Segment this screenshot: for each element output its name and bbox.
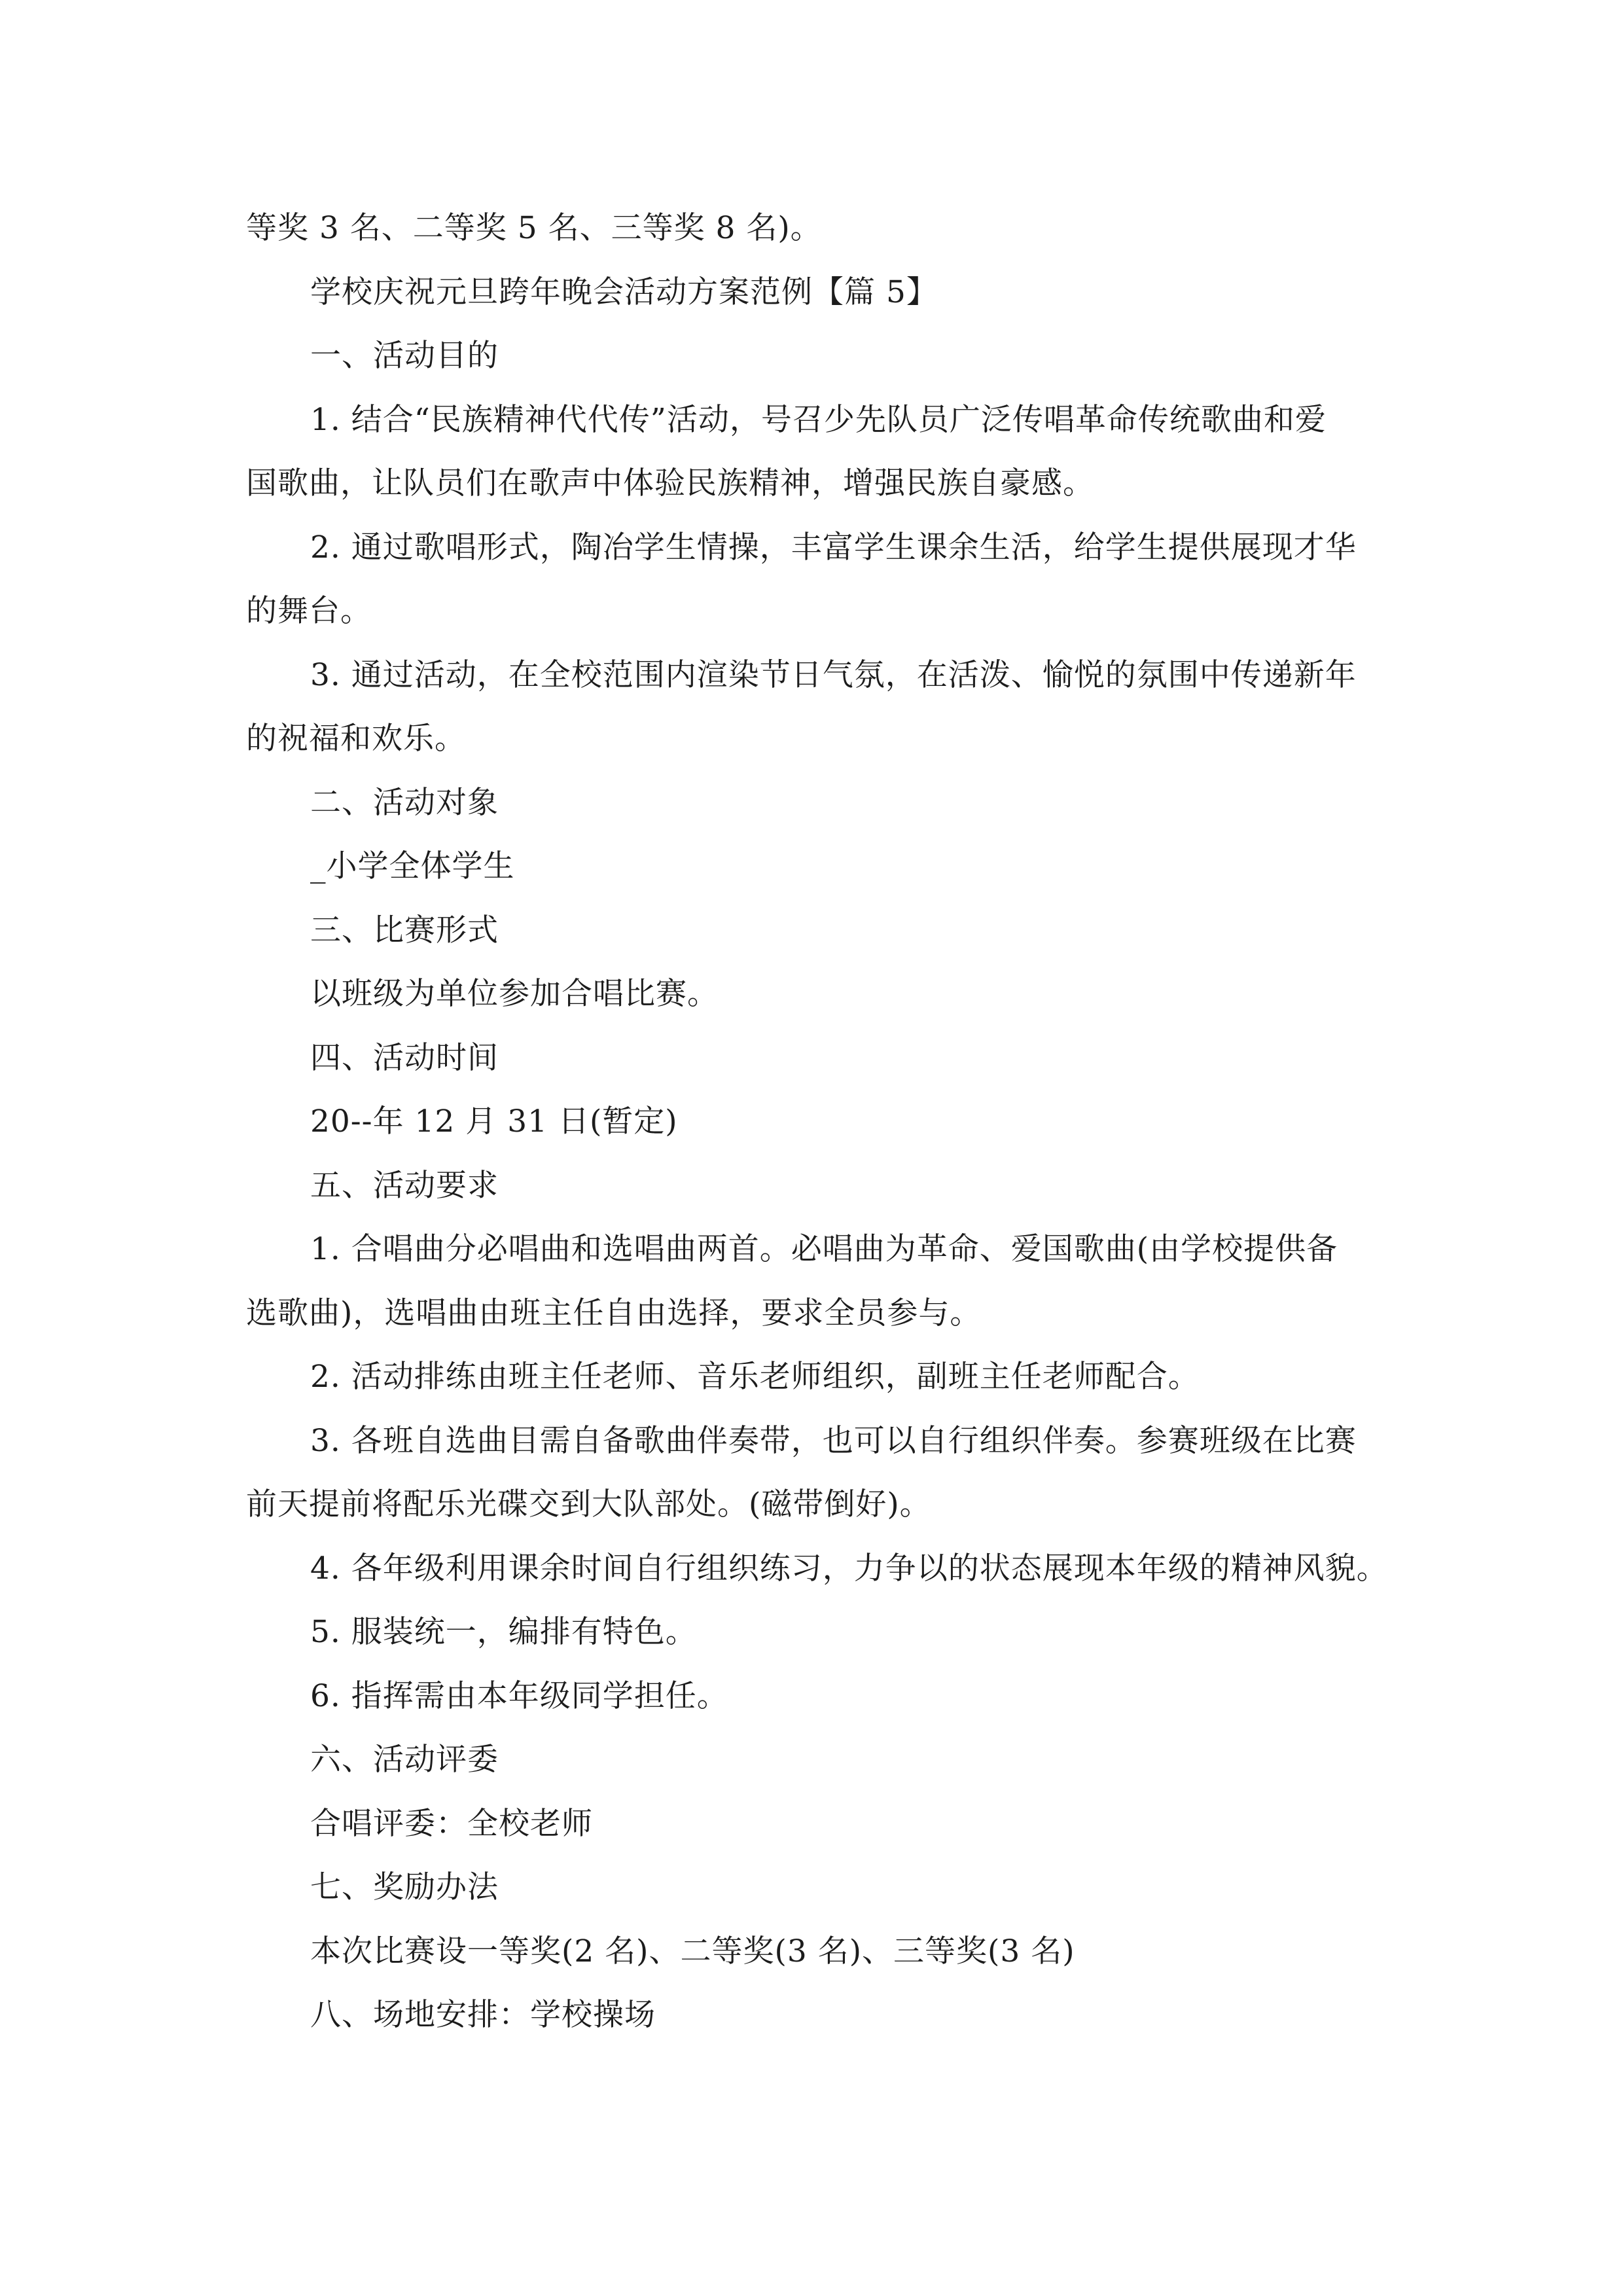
text-line: 1. 合唱曲分必唱曲和选唱曲两首。必唱曲为革命、爱国歌曲(由学校提供备 [310,1231,1338,1267]
text-line: 以班级为单位参加合唱比赛。 [310,976,719,1012]
heading-activity-purpose: 一、活动目的 [310,338,499,374]
text-line: 3. 通过活动，在全校范围内渲染节日气氛，在活泼、愉悦的氛围中传递新年 [310,656,1357,693]
heading-judges: 六、活动评委 [310,1742,499,1778]
heading-activity-time: 四、活动时间 [310,1039,499,1076]
text-line: 5. 服装统一，编排有特色。 [310,1614,697,1650]
text-line: 的舞台。 [246,593,372,629]
text-line: 1. 结合“民族精神代代传”活动，号召少先队员广泛传唱革命传统歌曲和爱 [310,401,1327,438]
text-line: 等奖 3 名、二等奖 5 名、三等奖 8 名)。 [246,210,822,246]
heading-competition-format: 三、比赛形式 [310,912,499,948]
section-title: 学校庆祝元旦跨年晚会活动方案范例【篇 5】 [310,274,938,310]
text-line: 的祝福和欢乐。 [246,721,466,757]
text-line: 2. 通过歌唱形式，陶冶学生情操，丰富学生课余生活，给学生提供展现才华 [310,529,1357,565]
text-line: 20--年 12 月 31 日(暂定) [310,1103,678,1139]
document-body [246,196,1398,2047]
heading-awards: 七、奖励办法 [310,1869,499,1905]
text-line: 3. 各班自选曲目需自备歌曲伴奏带，也可以自行组织伴奏。参赛班级在比赛 [310,1422,1357,1459]
text-line: 选歌曲)，选唱曲由班主任自由选择，要求全员参与。 [246,1295,982,1331]
text-line: 本次比赛设一等奖(2 名)、二等奖(3 名)、三等奖(3 名) [310,1933,1075,1969]
text-line: 国歌曲，让队员们在歌声中体验民族精神，增强民族自豪感。 [246,465,1094,501]
text-line: _小学全体学生 [310,848,515,884]
text-line: 2. 活动排练由班主任老师、音乐老师组织，副班主任老师配合。 [310,1359,1200,1395]
heading-venue: 八、场地安排：学校操场 [310,1997,656,2033]
text-line: 4. 各年级利用课余时间自行组织练习，力争以的状态展现本年级的精神风貌。 [310,1550,1388,1587]
text-line: 6. 指挥需由本年级同学担任。 [310,1677,728,1714]
heading-activity-target: 二、活动对象 [310,784,499,821]
text-line: 前天提前将配乐光碟交到大队部处。(磁带倒好)。 [246,1486,931,1522]
text-line: 合唱评委：全校老师 [310,1805,593,1842]
heading-activity-requirements: 五、活动要求 [310,1167,499,1204]
